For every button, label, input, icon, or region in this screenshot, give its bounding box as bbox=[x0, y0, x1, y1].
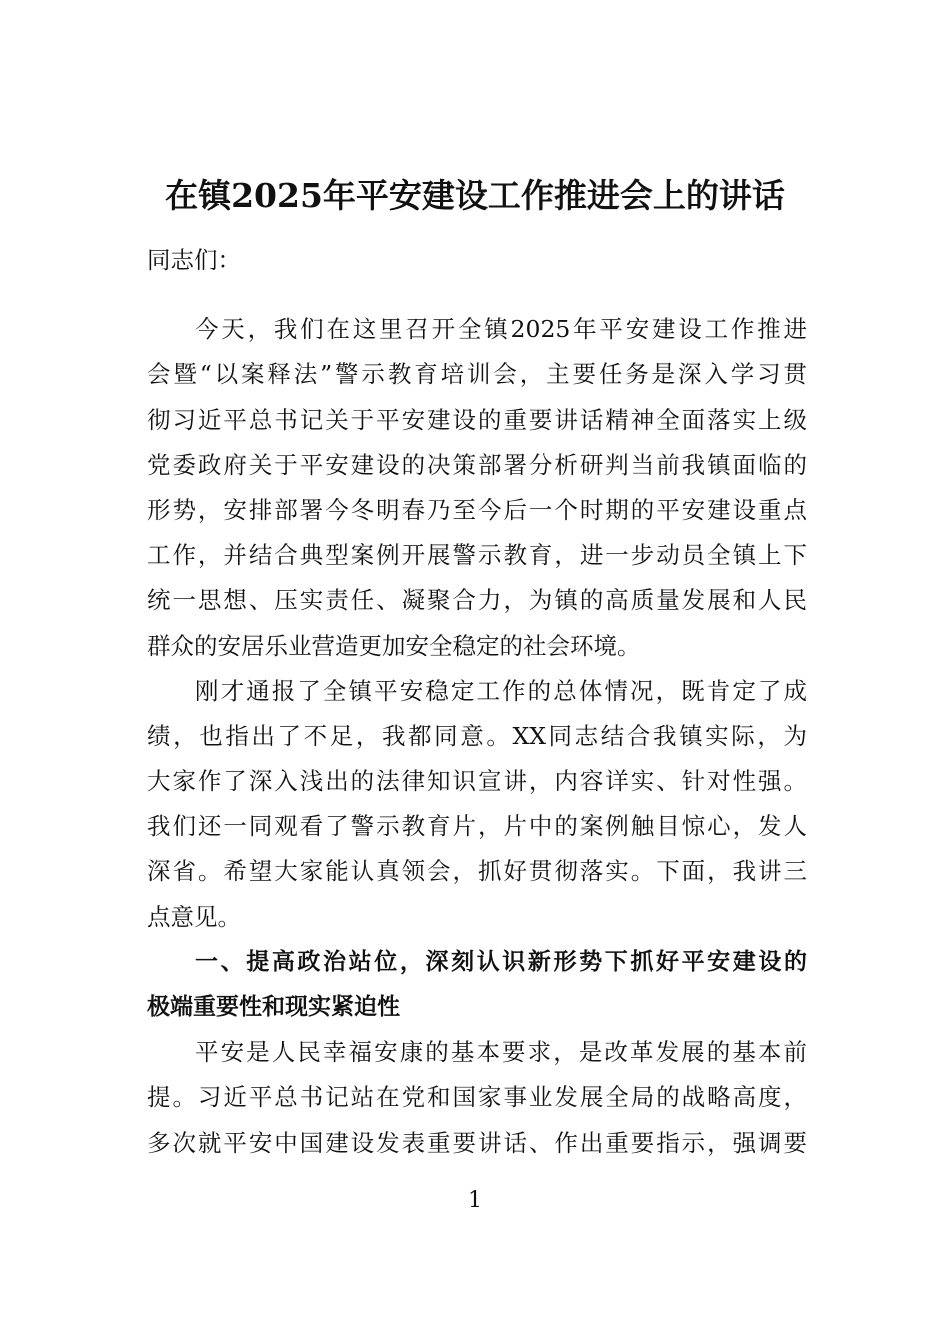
text-line: 一、提高政治站位，深刻认识新形势下抓好平安建设的 bbox=[195, 948, 807, 975]
paragraph bbox=[147, 1030, 807, 1166]
text-line: 深省。希望大家能认真领会，抓好贯彻落实。下面，我讲三 bbox=[147, 857, 807, 886]
spacer bbox=[147, 283, 807, 307]
text-line: 大家作了深入浅出的法律知识宣讲，内容详实、针对性强。 bbox=[147, 767, 807, 796]
text-line: 统一思想、压实责任、凝聚合力，为镇的高质量发展和人民 bbox=[147, 586, 807, 615]
text-line: 多次就平安中国建设发表重要讲话、作出重要指示，强调要 bbox=[147, 1128, 807, 1157]
document-title: 在镇2025年平安建设工作推进会上的讲话 bbox=[165, 176, 785, 215]
page-number: 1 bbox=[468, 1188, 482, 1213]
text-line: 彻习近平总书记关于平安建设的重要讲话精神全面落实上级 bbox=[147, 405, 807, 434]
text-line: 提。习近平总书记站在党和国家事业发展全局的战略高度， bbox=[147, 1083, 807, 1112]
text-line: 极端重要性和现实紧迫性 bbox=[147, 994, 400, 1020]
text-line: 党委政府关于平安建设的决策部署分析研判当前我镇面临的 bbox=[147, 450, 807, 479]
text-line: 我们还一同观看了警示教育片，片中的案例触目惊心，发人 bbox=[147, 812, 807, 841]
paragraph bbox=[147, 307, 807, 669]
text-line: 绩，也指出了不足，我都同意。XX同志结合我镇实际，为 bbox=[147, 721, 807, 750]
text-line: 平安是人民幸福安康的基本要求，是改革发展的基本前 bbox=[195, 1038, 807, 1067]
document-body bbox=[147, 238, 807, 1166]
text-line: 群众的安居乐业营造更加安全稳定的社会环境。 bbox=[147, 631, 641, 660]
text-line: 刚才通报了全镇平安稳定工作的总体情况，既肯定了成 bbox=[195, 676, 807, 705]
salutation: 同志们： bbox=[147, 246, 241, 274]
paragraph bbox=[147, 669, 807, 940]
section-heading bbox=[147, 940, 807, 1030]
text-line: 会暨“以案释法”警示教育培训会，主要任务是深入学习贯 bbox=[147, 360, 807, 389]
text-line: 点意见。 bbox=[147, 902, 241, 931]
text-line: 形势，安排部署今冬明春乃至今后一个时期的平安建设重点 bbox=[147, 495, 807, 524]
text-line: 今天，我们在这里召开全镇2025年平安建设工作推进 bbox=[195, 315, 807, 344]
text-line: 工作，并结合典型案例开展警示教育，进一步动员全镇上下 bbox=[147, 541, 807, 570]
